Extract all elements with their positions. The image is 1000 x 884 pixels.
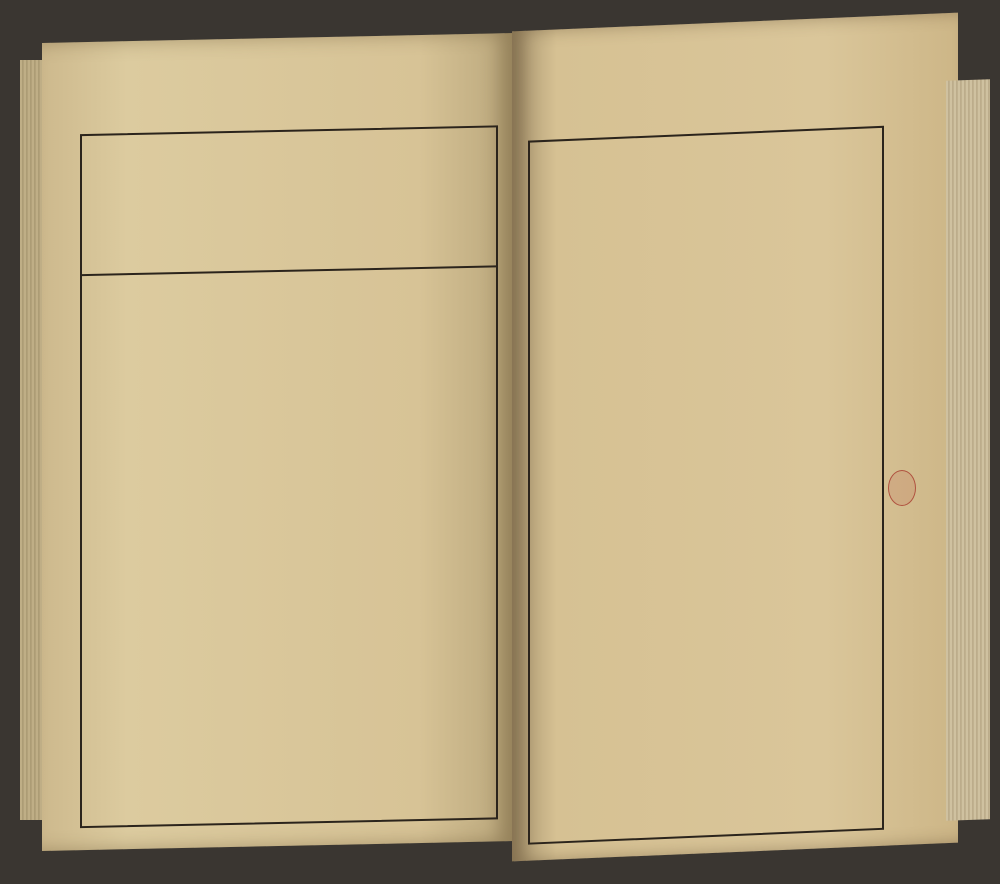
right-page-edges [946, 79, 990, 821]
table-divider [82, 265, 496, 275]
signature-block [530, 128, 882, 143]
year-table [82, 127, 496, 136]
top-notes [512, 13, 958, 32]
right-text-frame [528, 126, 884, 845]
letter-body [530, 128, 882, 143]
signature-block-top [512, 13, 958, 32]
topic-rows [82, 127, 496, 136]
left-table-frame [80, 125, 498, 828]
left-page [42, 33, 514, 851]
right-page [512, 13, 958, 862]
red-seal-stamp [888, 470, 916, 506]
